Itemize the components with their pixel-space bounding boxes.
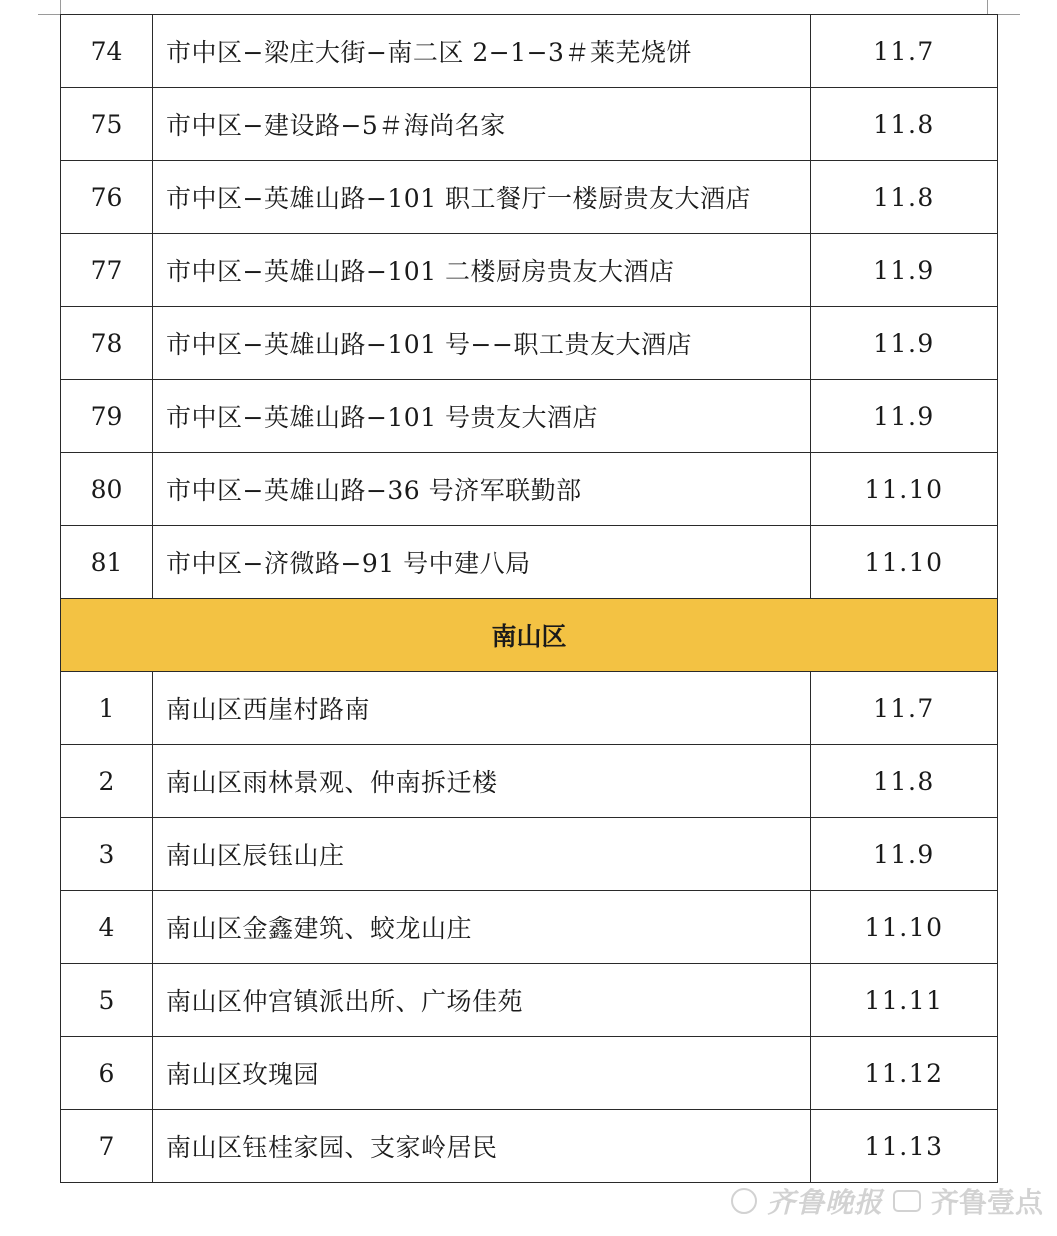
- row-date: 11.9: [811, 818, 998, 891]
- row-location: 市中区−英雄山路−101 职工餐厅一楼厨贵友大酒店: [153, 161, 811, 234]
- row-date: 11.13: [811, 1110, 998, 1183]
- table-row: [61, 1110, 998, 1183]
- watermark-app-icon: [893, 1190, 921, 1212]
- row-date: 11.8: [811, 88, 998, 161]
- row-location: 南山区玫瑰园: [153, 1037, 811, 1110]
- page-corner-mark-right: [987, 0, 1020, 15]
- row-location: 市中区−英雄山路−101 号贵友大酒店: [153, 380, 811, 453]
- row-date: 11.10: [811, 526, 998, 599]
- row-date: 11.7: [811, 672, 998, 745]
- row-location: 市中区−英雄山路−101 号−−职工贵友大酒店: [153, 307, 811, 380]
- row-number: 2: [61, 745, 153, 818]
- row-date: 11.11: [811, 964, 998, 1037]
- row-location: 南山区钰桂家园、支家岭居民: [153, 1110, 811, 1183]
- row-number: 6: [61, 1037, 153, 1110]
- watermark-brand-secondary: 齐鲁壹点: [930, 1186, 1043, 1219]
- row-number: 77: [61, 234, 153, 307]
- table-row: [61, 453, 998, 526]
- table-row: [61, 88, 998, 161]
- row-number: 80: [61, 453, 153, 526]
- row-number: 78: [61, 307, 153, 380]
- row-date: 11.12: [811, 1037, 998, 1110]
- page-corner-mark-left: [38, 0, 61, 15]
- row-date: 11.9: [811, 307, 998, 380]
- row-date: 11.9: [811, 380, 998, 453]
- section-title: 南山区: [61, 599, 998, 672]
- table-row: [61, 818, 998, 891]
- table-row: [61, 526, 998, 599]
- row-number: 74: [61, 15, 153, 88]
- row-number: 3: [61, 818, 153, 891]
- table-row: [61, 234, 998, 307]
- row-location: 南山区雨林景观、仲南拆迁楼: [153, 745, 811, 818]
- row-location: 市中区−建设路−5＃海尚名家: [153, 88, 811, 161]
- table-row: [61, 745, 998, 818]
- table-row: [61, 161, 998, 234]
- row-date: 11.7: [811, 15, 998, 88]
- table-row: [61, 307, 998, 380]
- watermark-brand-primary: 齐鲁晚报: [766, 1186, 883, 1219]
- row-location: 市中区−英雄山路−36 号济军联勤部: [153, 453, 811, 526]
- row-number: 4: [61, 891, 153, 964]
- table-row: [61, 964, 998, 1037]
- row-number: 75: [61, 88, 153, 161]
- row-date: 11.8: [811, 745, 998, 818]
- table-row: [61, 891, 998, 964]
- row-number: 79: [61, 380, 153, 453]
- row-location: 南山区仲宫镇派出所、广场佳苑: [153, 964, 811, 1037]
- table-row: [61, 1037, 998, 1110]
- row-location: 南山区西崖村路南: [153, 672, 811, 745]
- row-number: 81: [61, 526, 153, 599]
- table-row: [61, 380, 998, 453]
- row-number: 7: [61, 1110, 153, 1183]
- watermark: [731, 1184, 1043, 1218]
- row-date: 11.10: [811, 891, 998, 964]
- row-location: 南山区金鑫建筑、蛟龙山庄: [153, 891, 811, 964]
- row-location: 市中区−英雄山路−101 二楼厨房贵友大酒店: [153, 234, 811, 307]
- row-location: 南山区辰钰山庄: [153, 818, 811, 891]
- table-row: [61, 672, 998, 745]
- row-number: 1: [61, 672, 153, 745]
- section-header-row: [61, 599, 998, 672]
- watermark-logo-icon: [731, 1188, 757, 1214]
- row-location: 市中区−济微路−91 号中建八局: [153, 526, 811, 599]
- table-row: [61, 15, 998, 88]
- row-date: 11.8: [811, 161, 998, 234]
- row-date: 11.10: [811, 453, 998, 526]
- row-date: 11.9: [811, 234, 998, 307]
- location-date-table: [60, 14, 998, 1183]
- row-number: 5: [61, 964, 153, 1037]
- row-location: 市中区−梁庄大街−南二区 2−1−3＃莱芜烧饼: [153, 15, 811, 88]
- row-number: 76: [61, 161, 153, 234]
